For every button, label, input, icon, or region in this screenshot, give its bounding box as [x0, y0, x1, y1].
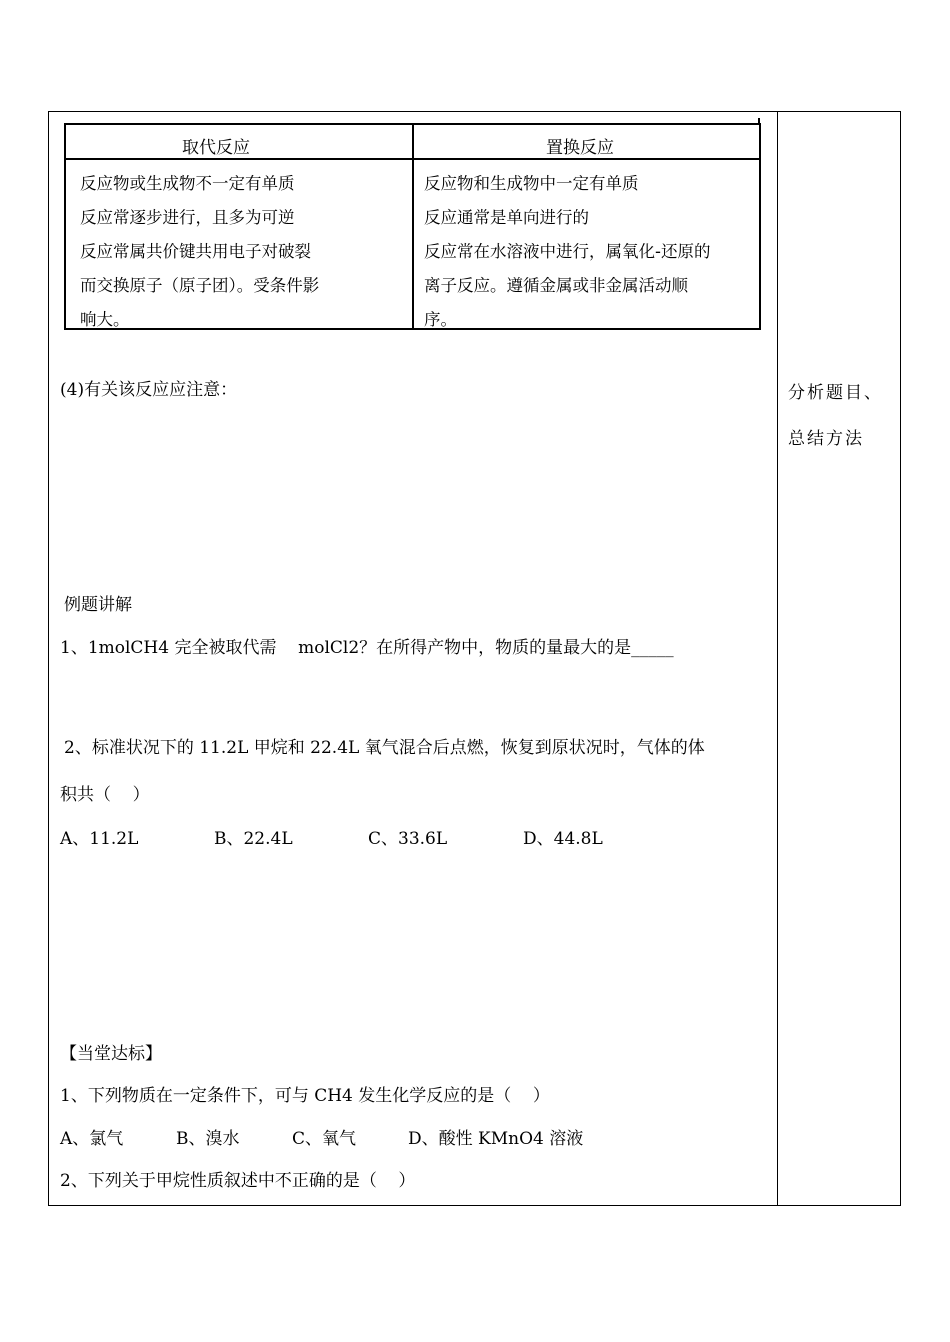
- option-d: D、44.8L: [523, 829, 603, 849]
- example-question-1: 1、1molCH4 完全被取代需 molCl2？在所得产物中，物质的量最大的是_____: [60, 638, 674, 658]
- displacement-line: 序。: [424, 310, 457, 329]
- practice-heading: 【当堂达标】: [60, 1044, 162, 1064]
- substitution-line: 反应常逐步进行，且多为可逆: [80, 208, 295, 227]
- substitution-line: 而交换原子（原子团）。受条件影: [80, 276, 320, 295]
- comparison-column-divider: [412, 125, 414, 328]
- notes-heading: (4)有关该反应应注意：: [60, 380, 238, 400]
- practice-question-1: 1、下列物质在一定条件下，可与 CH4 发生化学反应的是（ ）: [60, 1086, 550, 1106]
- option-b: B、22.4L: [214, 829, 293, 849]
- displacement-line: 反应通常是单向进行的: [424, 208, 589, 227]
- side-note: [788, 370, 883, 462]
- practice-option-c: C、氧气: [292, 1129, 357, 1149]
- practice-option-d: D、酸性 KMnO4 溶液: [408, 1129, 584, 1149]
- example-question-2: 2、标准状况下的 11.2L 甲烷和 22.4L 氧气混合后点燃，恢复到原状况时，气体的体: [64, 738, 705, 758]
- comparison-table: [64, 123, 761, 330]
- substitution-line: 反应常属共价键共用电子对破裂: [80, 242, 311, 261]
- displacement-line: 反应物和生成物中一定有单质: [424, 174, 639, 193]
- displacement-line: 反应常在水溶液中进行，属氧化-还原的: [424, 242, 711, 261]
- practice-option-a: A、氯气: [60, 1129, 124, 1149]
- option-c: C、33.6L: [368, 829, 448, 849]
- header-substitution: 取代反应: [182, 138, 250, 158]
- substitution-cell: [80, 167, 319, 337]
- substitution-line: 响大。: [80, 310, 130, 329]
- displacement-cell: [424, 167, 710, 337]
- example-question-2-cont: 积共（ ）: [60, 785, 150, 805]
- table-corner-mark: [758, 118, 760, 124]
- displacement-line: 离子反应。遵循金属或非金属活动顺: [424, 276, 688, 295]
- side-note-line: 总结方法: [788, 429, 864, 449]
- example-heading: 例题讲解: [64, 595, 132, 615]
- substitution-line: 反应物或生成物不一定有单质: [80, 174, 295, 193]
- practice-question-2: 2、下列关于甲烷性质叙述中不正确的是（ ）: [60, 1171, 416, 1191]
- column-divider: [777, 111, 778, 1206]
- practice-option-b: B、溴水: [176, 1129, 240, 1149]
- header-displacement: 置换反应: [546, 138, 614, 158]
- option-a: A、11.2L: [60, 829, 139, 849]
- side-note-line: 分析题目、: [788, 383, 883, 403]
